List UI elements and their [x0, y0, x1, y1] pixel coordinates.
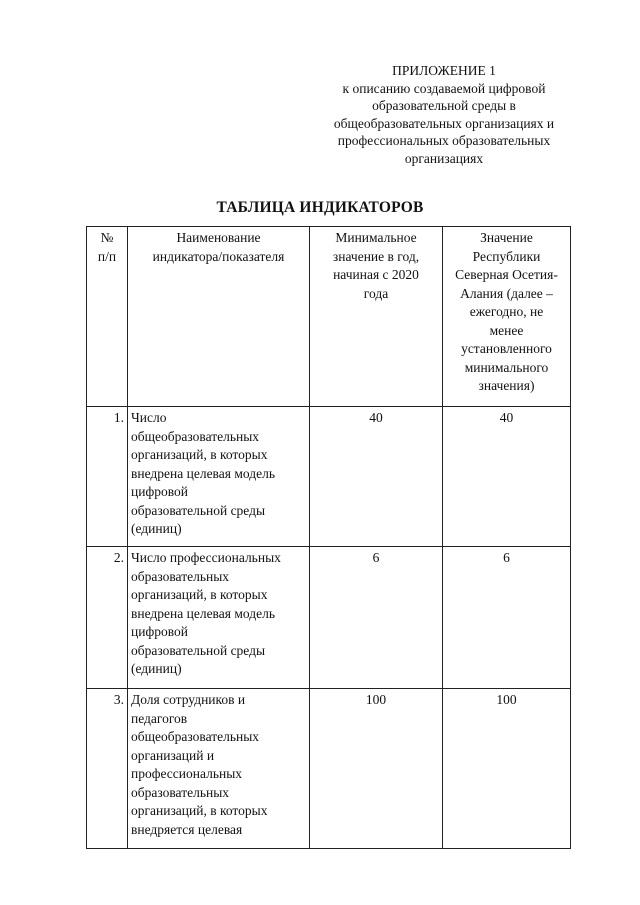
row-min-value: 6 — [310, 547, 443, 689]
row-number: 1. — [87, 407, 128, 547]
indicator-name-line: (единиц) — [131, 521, 182, 536]
table-row — [87, 689, 571, 849]
header-min-line: года — [363, 285, 389, 301]
indicator-name-line: внедрена целевая модель — [131, 605, 275, 621]
row-min-value: 100 — [310, 689, 443, 849]
appendix-line: профессиональных образовательных — [337, 133, 551, 148]
table-header-row — [87, 227, 571, 407]
header-value-line: Республики — [472, 248, 541, 264]
indicator-name-line: организаций, в которых — [131, 587, 268, 602]
indicator-name-line: (единиц) — [131, 661, 182, 676]
indicator-name-line: цифровой — [131, 624, 188, 639]
indicators-table — [86, 226, 571, 849]
row-region-value: 100 — [443, 689, 571, 849]
header-value-line: менее — [489, 322, 524, 338]
indicator-name-line: образовательных — [131, 568, 230, 584]
indicator-name-line: организаций, в которых — [131, 447, 268, 462]
table-title: ТАБЛИЦА ИНДИКАТОРОВ — [216, 199, 424, 216]
header-num-line: № — [100, 230, 114, 245]
indicator-name-line: Число профессиональных — [131, 550, 281, 565]
indicator-name-line: Доля сотрудников и — [131, 692, 246, 707]
appendix-line: к описанию создаваемой цифровой — [342, 80, 546, 96]
indicator-name-line: общеобразовательных — [131, 428, 260, 444]
header-min-cell — [310, 227, 443, 407]
indicator-name-line: образовательной среды — [131, 642, 266, 658]
header-name-line: индикатора/показателя — [152, 248, 285, 264]
row-indicator-name — [128, 689, 310, 849]
header-value-line: Значение — [480, 230, 533, 245]
header-num-line: п/п — [97, 248, 117, 264]
indicator-name-line: внедряется целевая — [131, 821, 243, 837]
indicator-name-line: общеобразовательных — [131, 729, 260, 744]
row-min-value: 40 — [310, 407, 443, 547]
appendix-line: образовательной среды в — [372, 98, 516, 113]
indicator-name-line: профессиональных — [131, 766, 243, 781]
appendix-line: организациях — [404, 150, 484, 166]
row-region-value: 40 — [443, 407, 571, 547]
indicator-name-line: цифровой — [131, 484, 188, 499]
table-row — [87, 407, 571, 547]
row-number: 3. — [87, 689, 128, 849]
header-value-line: значения) — [478, 378, 535, 393]
header-value-line: ежегодно, не — [469, 304, 544, 319]
header-value-line: Северная Осетия- — [455, 267, 558, 282]
header-value-line: минимального — [464, 359, 549, 375]
indicator-name-line: Число — [131, 410, 167, 425]
indicator-name-line: педагогов — [131, 710, 188, 726]
header-value-line: установленного — [461, 341, 552, 356]
header-name-line: Наименование — [176, 230, 261, 245]
appendix-heading — [318, 62, 570, 167]
appendix-line: общеобразовательных организациях и — [333, 115, 555, 131]
row-region-value: 6 — [443, 547, 571, 689]
indicator-name-line: организаций и — [131, 747, 215, 763]
header-value-cell — [443, 227, 571, 407]
header-min-line: значение в год, — [332, 248, 420, 264]
appendix-line: ПРИЛОЖЕНИЕ 1 — [392, 63, 496, 78]
indicator-name-line: внедрена целевая модель — [131, 465, 275, 481]
header-min-line: Минимальное — [335, 230, 417, 245]
header-num-cell — [87, 227, 128, 407]
row-indicator-name — [128, 407, 310, 547]
header-name-cell — [128, 227, 310, 407]
row-number: 2. — [87, 547, 128, 689]
indicator-name-line: образовательных — [131, 784, 230, 800]
indicator-name-line: образовательной среды — [131, 502, 266, 518]
table-row — [87, 547, 571, 689]
indicator-name-line: организаций, в которых — [131, 803, 268, 818]
header-value-line: Алания (далее – — [460, 285, 553, 301]
row-indicator-name — [128, 547, 310, 689]
header-min-line: начиная с 2020 — [333, 267, 419, 282]
